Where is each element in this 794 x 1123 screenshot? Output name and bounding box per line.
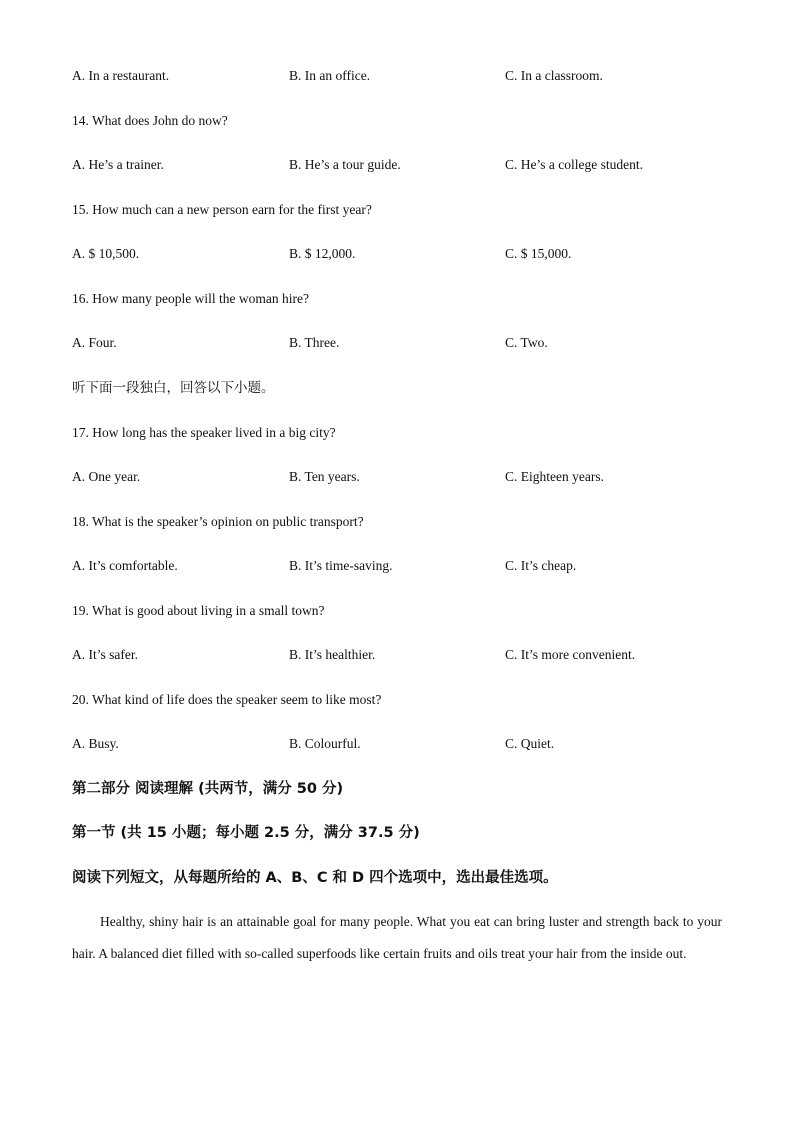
option-b: B. In an office. — [289, 68, 371, 83]
options-row-16 — [72, 334, 722, 352]
option-c: C. It’s more convenient. — [505, 647, 636, 662]
option-b: B. He’s a tour guide. — [289, 157, 401, 172]
option-b: B. Ten years. — [289, 469, 360, 484]
option-c: C. $ 15,000. — [505, 246, 572, 261]
option-c: C. Quiet. — [505, 736, 555, 751]
option-a: A. It’s safer. — [72, 647, 138, 662]
option-c: C. It’s cheap. — [505, 558, 577, 573]
option-c: C. In a classroom. — [505, 68, 603, 83]
part-heading: 第二部分 阅读理解 (共两节，满分 50 分) — [72, 781, 344, 797]
question-16: 16. How many people will the woman hire? — [72, 291, 309, 306]
question-15: 15. How much can a new person earn for the first year? — [72, 202, 372, 217]
options-row-20 — [72, 735, 722, 753]
option-b: B. Three. — [289, 335, 340, 350]
option-a: A. In a restaurant. — [72, 68, 170, 83]
question-14: 14. What does John do now? — [72, 113, 228, 128]
question-18: 18. What is the speaker’s opinion on public transport? — [72, 514, 364, 529]
option-b: B. It’s healthier. — [289, 647, 376, 662]
option-b: B. $ 12,000. — [289, 246, 356, 261]
option-c: C. He’s a college student. — [505, 157, 643, 172]
option-b: B. Colourful. — [289, 736, 361, 751]
reading-directions: 阅读下列短文，从每题所给的 A、B、C 和 D 四个选项中，选出最佳选项。 — [72, 870, 558, 886]
question-20: 20. What kind of life does the speaker seem to like most? — [72, 692, 382, 707]
options-row-18 — [72, 557, 722, 575]
passage-paragraph: Healthy, shiny hair is an attainable goal for many people. What you eat can bring luster and strength back to your hair. A balanced diet filled with so-called superfoods like certain fruits and oils treat your hair from the inside out. — [72, 914, 722, 961]
question-17: 17. How long has the speaker lived in a big city? — [72, 425, 336, 440]
section-heading: 第一节 (共 15 小题；每小题 2.5 分，满分 37.5 分) — [72, 825, 420, 841]
question-19: 19. What is good about living in a small town? — [72, 603, 325, 618]
option-c: C. Eighteen years. — [505, 469, 604, 484]
monologue-instruction: 听下面一段独白，回答以下小题。 — [72, 380, 275, 396]
option-a: A. He’s a trainer. — [72, 157, 164, 172]
option-a: A. Busy. — [72, 736, 119, 751]
option-b: B. It’s time-saving. — [289, 558, 393, 573]
option-a: A. One year. — [72, 469, 141, 484]
option-c: C. Two. — [505, 335, 548, 350]
options-row-13 — [72, 67, 722, 85]
option-a: A. Four. — [72, 335, 117, 350]
options-row-17 — [72, 468, 722, 486]
options-row-15 — [72, 245, 722, 263]
options-row-14 — [72, 156, 722, 174]
option-a: A. $ 10,500. — [72, 246, 140, 261]
option-a: A. It’s comfortable. — [72, 558, 178, 573]
options-row-19 — [72, 646, 722, 664]
